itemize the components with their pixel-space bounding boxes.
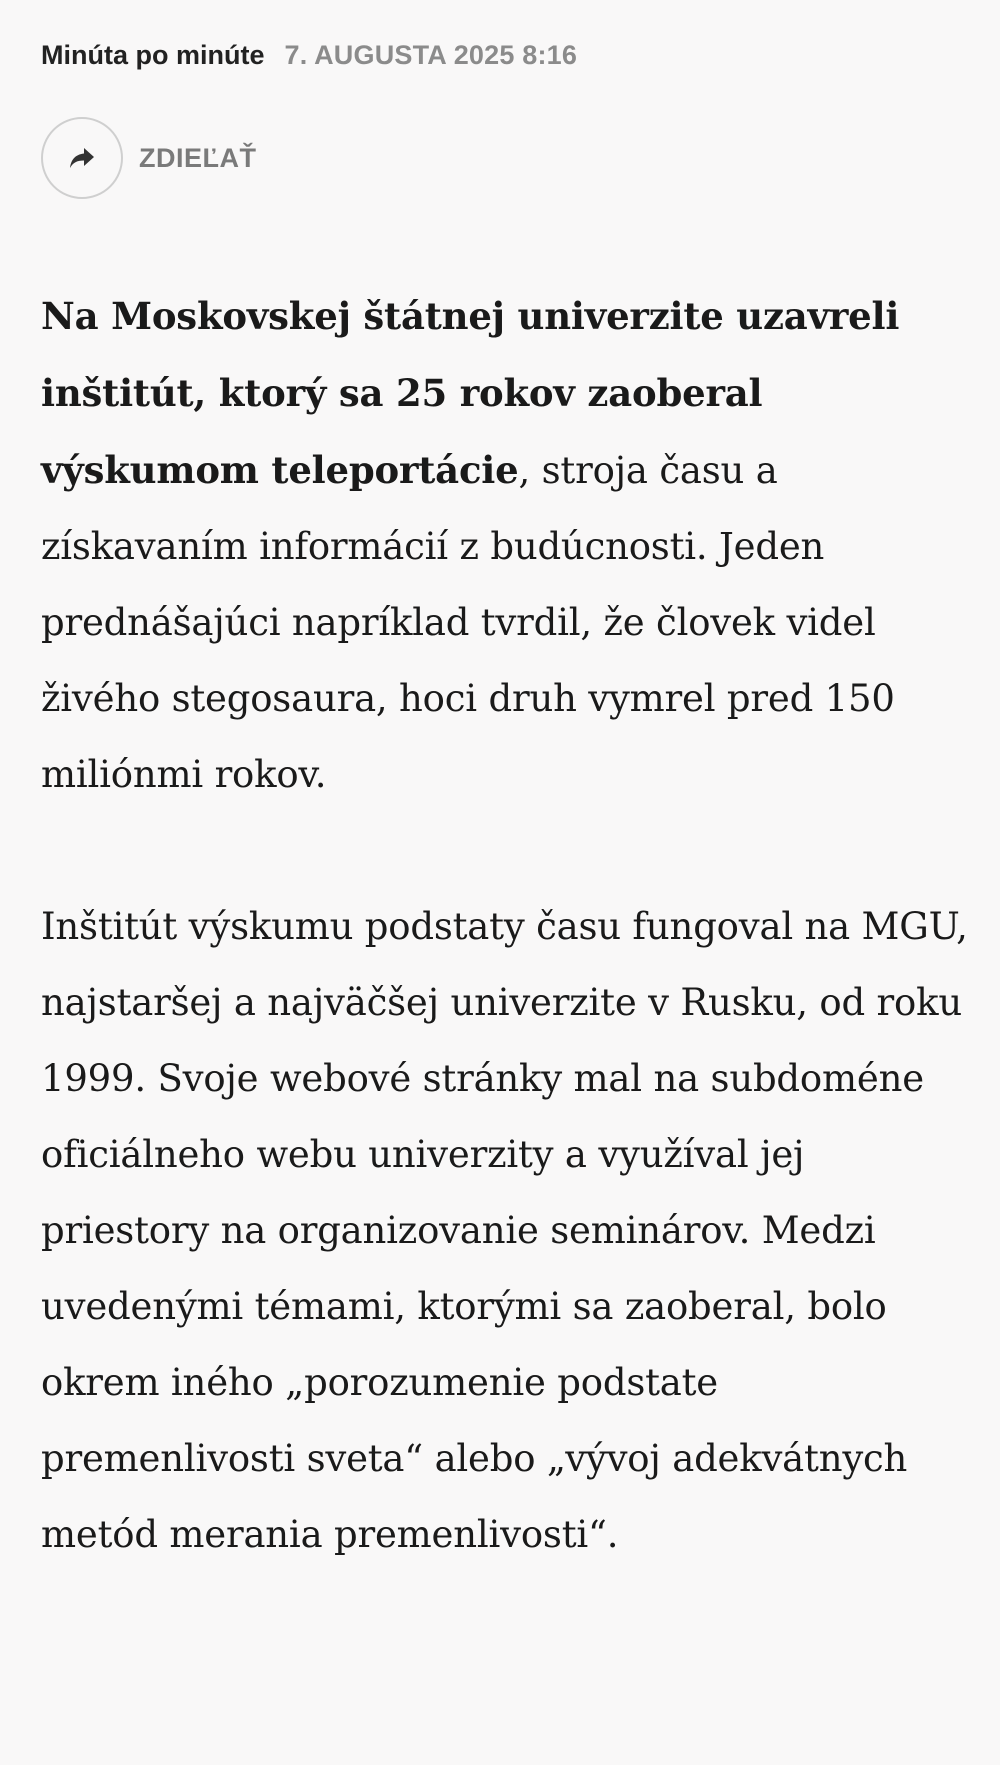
share-label[interactable]: ZDIEĽAŤ: [139, 142, 257, 173]
publish-date: 7. AUGUSTA 2025 8:16: [284, 40, 578, 70]
article-body: [41, 278, 971, 1573]
share-circle[interactable]: [41, 117, 123, 199]
lead-regular-text: , stroja času a získavaním informácií z budúcnosti. Jeden prednášajúci napríklad tvrdil, že človek videl živého stegosaura, hoci druh vymrel pred 150 miliónmi rokov.: [41, 449, 895, 796]
article-meta: [41, 40, 577, 71]
paragraph-lead: [41, 278, 971, 813]
share-button[interactable]: [41, 117, 257, 199]
section-label[interactable]: Minúta po minúte: [41, 40, 265, 70]
share-arrow-icon: [68, 146, 96, 170]
lead-bold-text: Na Moskovskej štátnej univerzite uzavreli inštitút, ktorý sa 25 rokov zaoberal výskumom teleportácie: [41, 294, 900, 492]
paragraph-2: Inštitút výskumu podstaty času fungoval na MGU, najstaršej a najväčšej univerzite v Rusku, od roku 1999. Svoje webové stránky mal na subdoméne oficiálneho webu univerzity a využíval jej priestory na organizovanie seminárov. Medzi uvedenými témami, ktorými sa zaoberal, bolo okrem iného „porozumenie podstate premenlivosti sveta“ alebo „vývoj adekvátnych metód merania premenlivosti“.: [41, 905, 968, 1556]
